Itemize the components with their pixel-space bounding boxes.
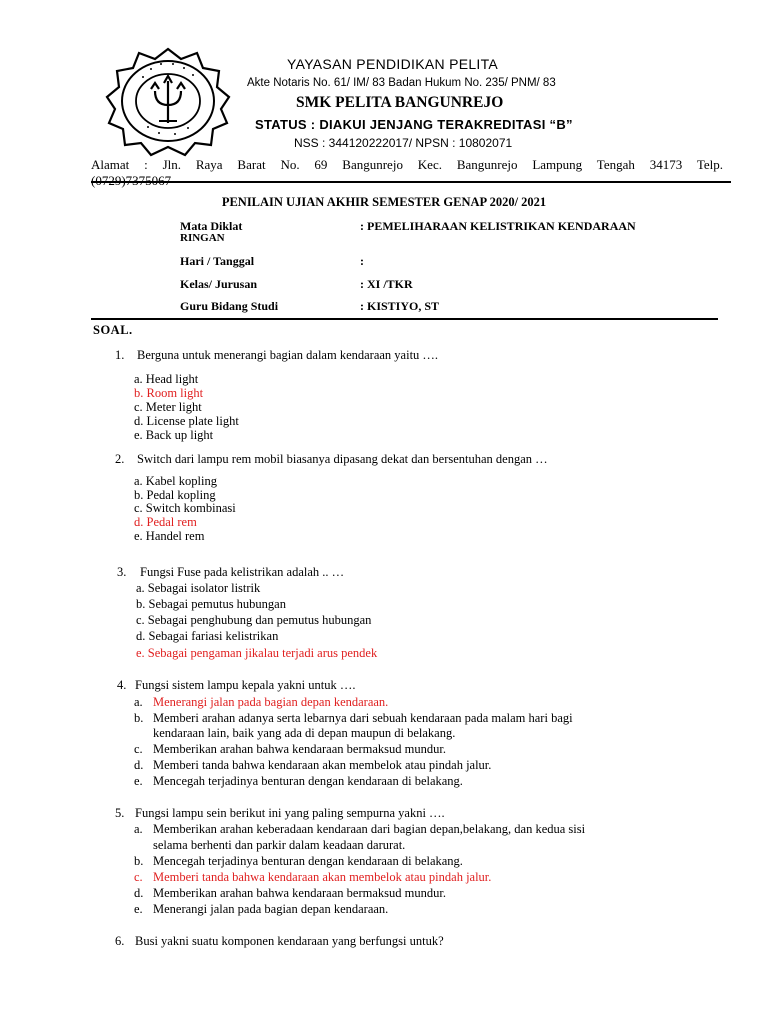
option-letter: b. — [134, 854, 144, 868]
option: e. Back up light — [134, 428, 214, 442]
option-answer: b. Room light — [134, 386, 204, 400]
notary-info: Akte Notaris No. 61/ IM/ 83 Badan Hukum No. 235/ PNM/ 83 — [247, 77, 556, 89]
question-text: Berguna untuk menerangi bagian dalam kendaraan yaitu …. — [137, 348, 439, 362]
option: Memberikan arahan keberadaan kendaraan dari bagian depan,belakang, dan kedua sisi — [153, 822, 586, 836]
option: Memberikan arahan bahwa kendaraan bermaksud mundur. — [153, 886, 446, 900]
question-text: Busi yakni suatu komponen kendaraan yang berfungsi untuk? — [135, 934, 444, 948]
question-text: Switch dari lampu rem mobil biasanya dipasang dekat dan bersentuhan dengan … — [137, 452, 548, 466]
option-letter: e. — [134, 902, 143, 916]
option: e. Handel rem — [134, 529, 205, 543]
option: b. Pedal kopling — [134, 488, 216, 502]
option-letter: c. — [134, 742, 143, 756]
field-value: : PEMELIHARAAN KELISTRIKAN KENDARAAN — [360, 219, 636, 233]
option: a. Sebagai isolator listrik — [136, 581, 261, 595]
option: Menerangi jalan pada bagian depan kendaraan. — [153, 902, 389, 916]
option-answer: e. Sebagai pengaman jikalau terjadi arus pendek — [136, 646, 378, 660]
option: c. Sebagai penghubung dan pemutus hubungan — [136, 613, 372, 627]
info-divider — [91, 318, 718, 320]
option-letter: a. — [134, 695, 143, 709]
question-number: 3. — [117, 565, 127, 579]
option-letter: e. — [134, 774, 143, 788]
nss-npsn: NSS : 344120222017/ NPSN : 10802071 — [294, 136, 513, 150]
question-number: 6. — [115, 934, 125, 948]
foundation-name: YAYASAN PENDIDIKAN PELITA — [287, 56, 499, 72]
option: a. Head light — [134, 372, 199, 386]
field-label: Mata Diklat — [180, 219, 243, 233]
option-answer: Memberi tanda bahwa kendaraan akan membelok atau pindah jalur. — [153, 870, 492, 884]
option-letter: b. — [134, 711, 144, 725]
field-label: Guru Bidang Studi — [180, 299, 279, 313]
question-number: 2. — [115, 452, 125, 466]
school-address: Alamat : Jln. Raya Barat No. 69 Bangunrejo Kec. Bangunrejo Lampung Tengah 34173 Telp. — [91, 157, 723, 172]
question-number: 1. — [115, 348, 125, 362]
option: c. Meter light — [134, 400, 202, 414]
option-answer: Menerangi jalan pada bagian depan kendaraan. — [153, 695, 389, 709]
field-value: : — [360, 254, 364, 268]
school-logo — [93, 43, 243, 159]
school-name: SMK PELITA BANGUNREJO — [296, 94, 504, 111]
option: d. Sebagai fariasi kelistrikan — [136, 629, 279, 643]
option-letter: c. — [134, 870, 143, 884]
option-letter: d. — [134, 758, 144, 772]
field-value: : KISTIYO, ST — [360, 299, 440, 313]
accreditation-status: STATUS : DIAKUI JENJANG TERAKREDITASI “B” — [255, 117, 573, 132]
option-continued: kendaraan lain, baik yang ada di depan maupun di belakang. — [153, 726, 456, 740]
option: Mencegah terjadinya benturan dengan kendaraan di belakang. — [153, 854, 463, 868]
option-answer: d. Pedal rem — [134, 515, 197, 529]
option: b. Sebagai pemutus hubungan — [136, 597, 286, 611]
option-letter: d. — [134, 886, 144, 900]
school-phone: (0729)7375067 — [91, 173, 172, 188]
question-number: 4. — [117, 678, 127, 692]
option: a. Kabel kopling — [134, 474, 217, 488]
question-text: Fungsi sistem lampu kepala yakni untuk …. — [135, 678, 356, 692]
option: Memberi arahan adanya serta lebarnya dari sebuah kendaraan pada malam hari bagi — [153, 711, 573, 725]
question-text: Fungsi lampu sein berikut ini yang paling sempurna yakni …. — [135, 806, 445, 820]
field-value: : XI /TKR — [360, 277, 413, 291]
soal-heading: SOAL. — [93, 323, 133, 337]
option: c. Switch kombinasi — [134, 501, 236, 515]
option: Mencegah terjadinya benturan dengan kendaraan di belakang. — [153, 774, 463, 788]
field-label: Hari / Tanggal — [180, 254, 255, 268]
option-letter: a. — [134, 822, 143, 836]
field-label: Kelas/ Jurusan — [180, 277, 258, 291]
header-divider — [91, 181, 731, 183]
option: Memberi tanda bahwa kendaraan akan membelok atau pindah jalur. — [153, 758, 492, 772]
question-number: 5. — [115, 806, 125, 820]
option-continued: selama berhenti dan parkir dalam keadaan darurat. — [153, 838, 406, 852]
exam-title: PENILAIN UJIAN AKHIR SEMESTER GENAP 2020/ 2021 — [221, 195, 547, 209]
field-label: RINGAN — [180, 232, 225, 244]
option: Memberikan arahan bahwa kendaraan bermaksud mundur. — [153, 742, 446, 756]
question-text: Fungsi Fuse pada kelistrikan adalah .. … — [140, 565, 345, 579]
option: d. License plate light — [134, 414, 239, 428]
